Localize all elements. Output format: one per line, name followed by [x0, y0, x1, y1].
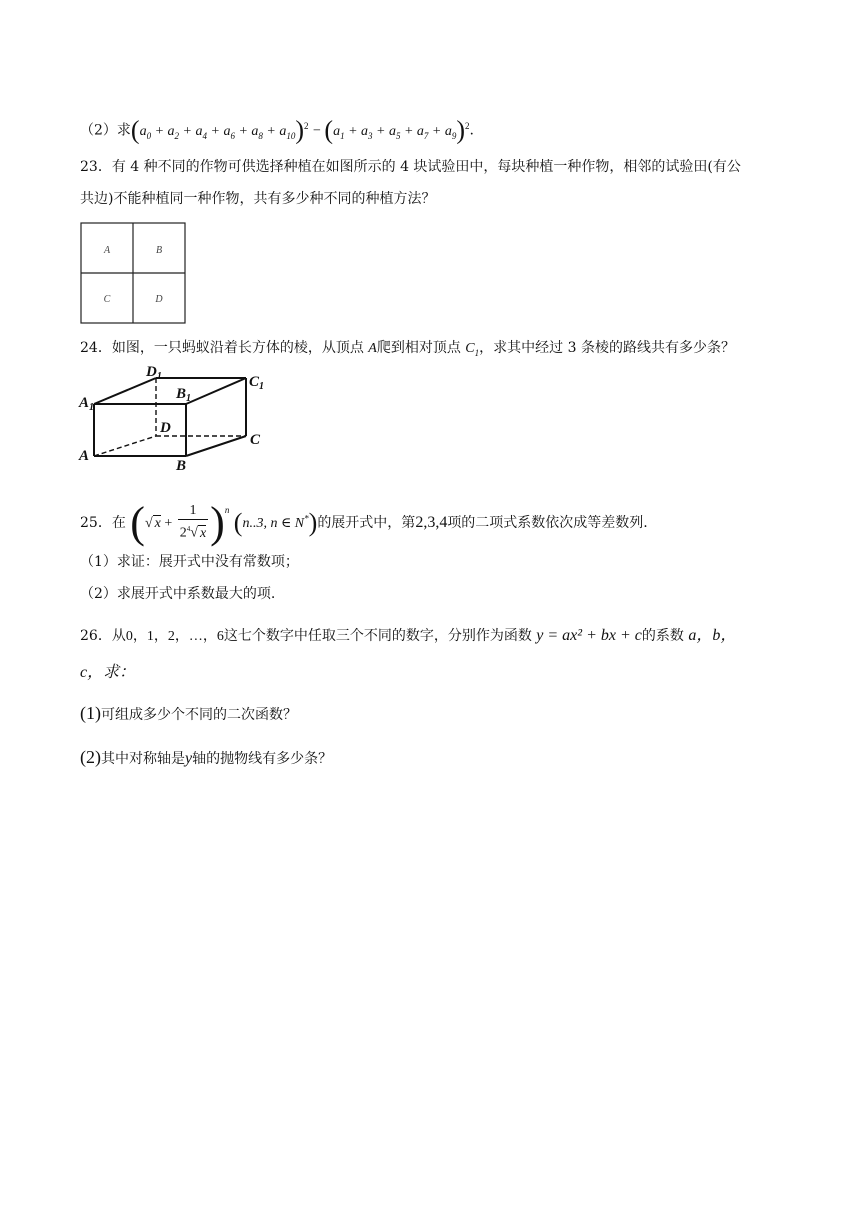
grid-label-a: A — [103, 245, 111, 256]
label-c1: $C_1$ — [249, 374, 265, 392]
grid-label-b: B — [155, 245, 163, 256]
label-b1: $B_1$ — [176, 386, 192, 404]
label-a: A — [79, 448, 90, 464]
label-d: D — [160, 420, 171, 436]
q23-field-grid — [80, 222, 188, 326]
q26-part1: (1)可组成多少个不同的二次函数？ — [80, 703, 297, 723]
q25-part1: （1）求证：展开式中没有常数项； — [80, 554, 299, 570]
q23-text-line2: 共边)不能种植同一种作物，共有多少种不同的种植方法？ — [80, 191, 436, 207]
q25-text: 25．在 (√ x + $\frac{1}{2^4√ x}$ )$^n$ (n..3, n ∈ N*)的展开式中，第2,3,4项的二项式系数依次成等差数列. — [80, 498, 648, 547]
label-c: C — [250, 432, 261, 448]
grid-label-d: D — [155, 294, 163, 305]
q26-part2: (2)其中对称轴是y轴的抛物线有多少条？ — [80, 747, 333, 767]
q23-text-line1: 23．有 4 种不同的作物可供选择种植在如图所示的 4 块试验田中，每块种植一种作物，相邻的试验田(有公 — [80, 159, 741, 175]
q26-text-line2: c，求： — [80, 664, 136, 681]
grid-label-c: C — [103, 294, 111, 305]
q25-part2: （2）求展开式中系数最大的项. — [80, 586, 276, 602]
label-a1: $A_1$ — [79, 395, 95, 413]
q22-part2: （2）求$(a_0 + a_2 + a_4 + a_6 + a_8 + a_{10})^2 - (a_1 + a_3 + a_5 + a_7 + a_9)^2$. — [80, 115, 474, 145]
label-d1: $D_1$ — [146, 364, 162, 382]
q24-cuboid-figure — [76, 364, 276, 474]
q22-part2-prefix: （2）求 — [80, 122, 131, 139]
q24-text: 24．如图，一只蚂蚁沿着长方体的棱，从顶点 A爬到相对顶点 $C_1$，求其中经过 3 条棱的路线共有多少条？ — [80, 340, 735, 358]
q26-text-line1: 26．从0，1，2，…，6这七个数字中任取三个不同的数字，分别作为函数 y = ax² + bx + c的系数 a，b， — [80, 627, 737, 644]
label-b: B — [176, 458, 187, 474]
